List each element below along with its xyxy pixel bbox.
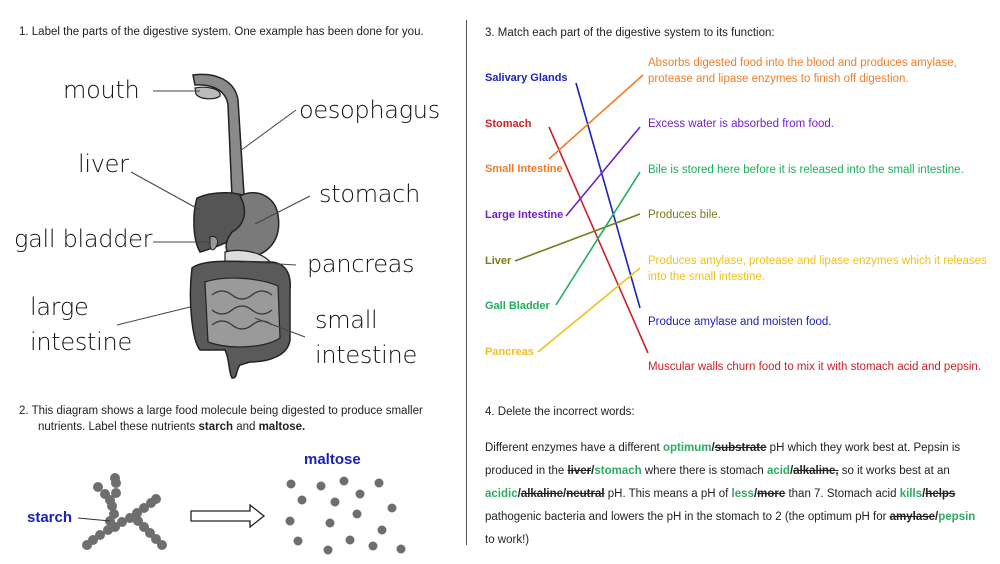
label-small-intestine-1: small [315,306,378,334]
label-mouth: mouth [63,76,140,104]
function-pancreas: Produces amylase, protease and lipase enzymes which it releases into the small intestine. [648,255,987,283]
label-stomach: stomach [319,180,420,208]
q1-prompt: 1. Label the parts of the digestive system. One example has been done for you. [19,26,424,38]
part-large-intestine: Large Intestine [485,209,564,221]
part-gall-bladder: Gall Bladder [485,300,550,312]
label-oesophagus: oesophagus [299,96,440,124]
label-liver: liver [78,150,129,178]
label-large-intestine-2: intestine [30,328,132,356]
function-large-intestine: Excess water is absorbed from food. [648,118,834,130]
part-liver: Liver [485,255,512,267]
function-small-intestine: Absorbs digested food into the blood and produces amylase, protease and lipase enzymes to finish off digestion. [648,57,957,85]
function-liver: Produces bile. [648,209,721,221]
q4-prompt: 4. Delete the incorrect words: [485,406,635,418]
q4-paragraph: Different enzymes have a different optimum/substrate pH which they work best at. Pepsin is produced in the liver/stomach where there is stomach acid/alkaline, so it works best at an acidic/alkaline/neutral pH. This means a pH of less/more than 7. Stomach acid kills/helps pathogenic bacteria and lowers the pH in the stomach to 2 (the optimum pH for amylase/pepsin to work!) [485,442,976,546]
arrow-icon [191,505,264,527]
part-stomach: Stomach [485,118,532,130]
part-pancreas: Pancreas [485,346,534,358]
part-salivary-glands: Salivary Glands [485,72,568,84]
label-pancreas: pancreas [307,250,415,278]
function-salivary-glands: Produce amylase and moisten food. [648,316,832,328]
label-small-intestine-2: intestine [315,341,417,369]
q2-prompt-line1: 2. This diagram shows a large food molecule being digested to produce smaller [19,405,423,417]
label-maltose: maltose [304,451,361,468]
label-large-intestine-1: large [30,293,89,321]
q3-prompt: 3. Match each part of the digestive system to its function: [485,27,775,39]
label-gall-bladder: gall bladder [14,225,153,253]
function-stomach: Muscular walls churn food to mix it with stomach acid and pepsin. [648,361,982,373]
q2-prompt-line2: nutrients. Label these nutrients starch and maltose. [38,421,306,433]
part-small-intestine: Small Intestine [485,163,563,175]
label-starch: starch [27,509,73,526]
function-gall-bladder: Bile is stored here before it is released into the small intestine. [648,164,964,176]
